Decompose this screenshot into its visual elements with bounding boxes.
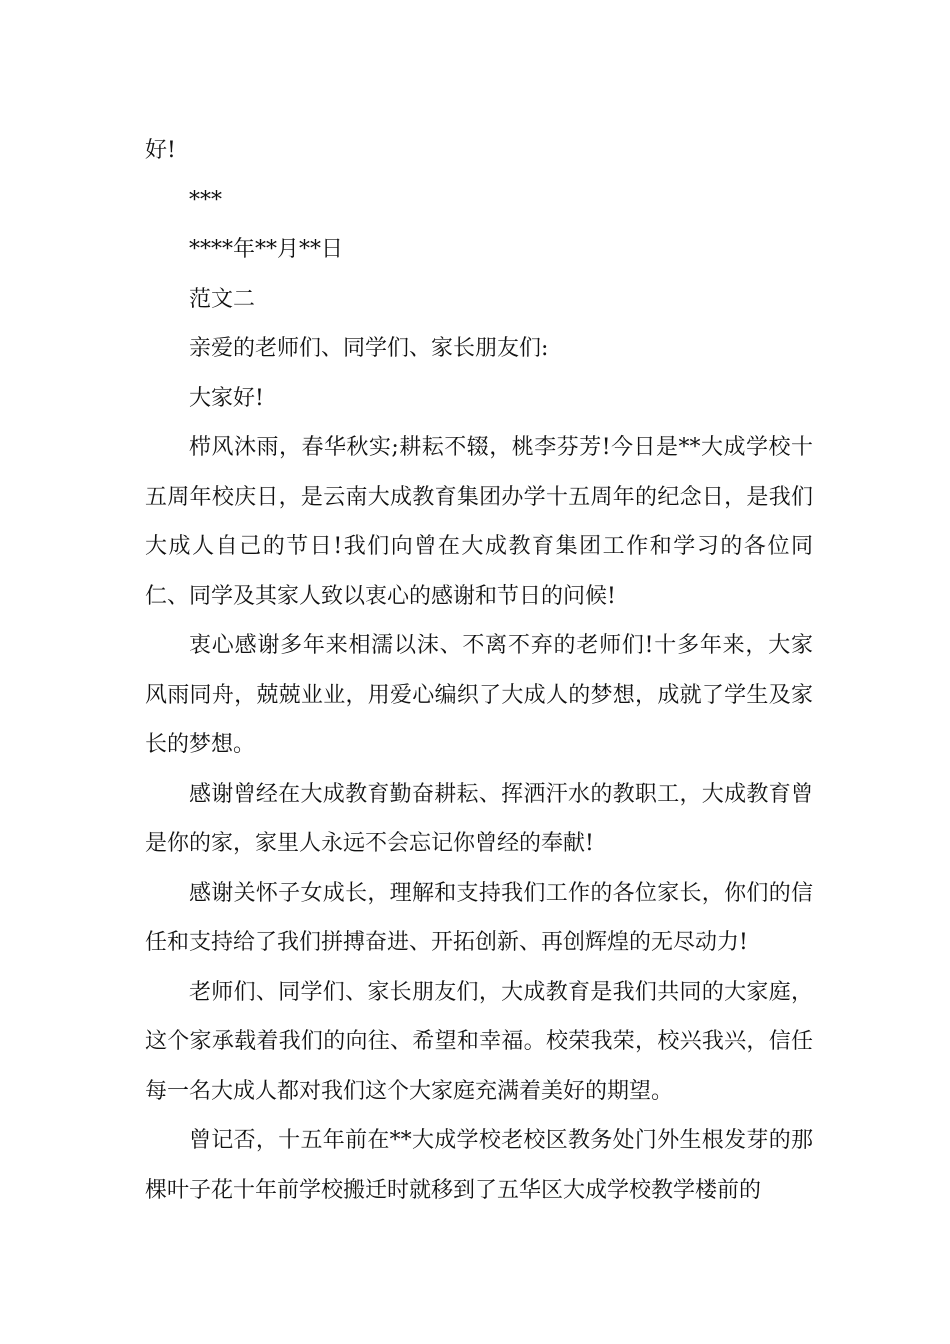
section-heading: 范文二 <box>189 286 256 312</box>
closing-line: 好! <box>145 138 176 163</box>
body-paragraph: 衷心感谢多年来相濡以沫、不离不弃的老师们!十多年来，大家风雨同舟，兢兢业业，用爱心编织了大成人的梦想，成就了学生及家长的梦想。 <box>145 633 813 757</box>
body-paragraph: 栉风沐雨，春华秋实;耕耘不辍，桃李芬芳!今日是**大成学校十五周年校庆日，是云南大成教育集团办学十五周年的纪念日，是我们大成人自己的节日!我们向曾在大成教育集团工作和学习的各位同仁、同学及其家人致以衷心的感谢和节日的问候! <box>145 435 813 609</box>
date-line: ****年**月**日 <box>189 237 344 262</box>
greeting: 大家好! <box>189 385 264 411</box>
body-paragraph: 老师们、同学们、家长朋友们，大成教育是我们共同的大家庭，这个家承载着我们的向往、希望和幸福。校荣我荣，校兴我兴，信任每一名大成人都对我们这个大家庭充满着美好的期望。 <box>145 979 813 1104</box>
body-paragraph: 感谢曾经在大成教育勤奋耕耘、挥洒汗水的教职工，大成教育曾是你的家，家里人永远不会忘记你曾经的奉献! <box>145 781 813 856</box>
document-body <box>145 126 813 1215</box>
signature: *** <box>189 187 222 213</box>
salutation: 亲爱的老师们、同学们、家长朋友们: <box>189 336 549 361</box>
body-paragraph: 感谢关怀子女成长，理解和支持我们工作的各位家长，你们的信任和支持给了我们拼搏奋进、开拓创新、再创辉煌的无尽动力! <box>145 880 813 955</box>
body-paragraph: 曾记否，十五年前在**大成学校老校区教务处门外生根发芽的那棵叶子花十年前学校搬迁时就移到了五华区大成学校教学楼前的 <box>145 1128 813 1203</box>
